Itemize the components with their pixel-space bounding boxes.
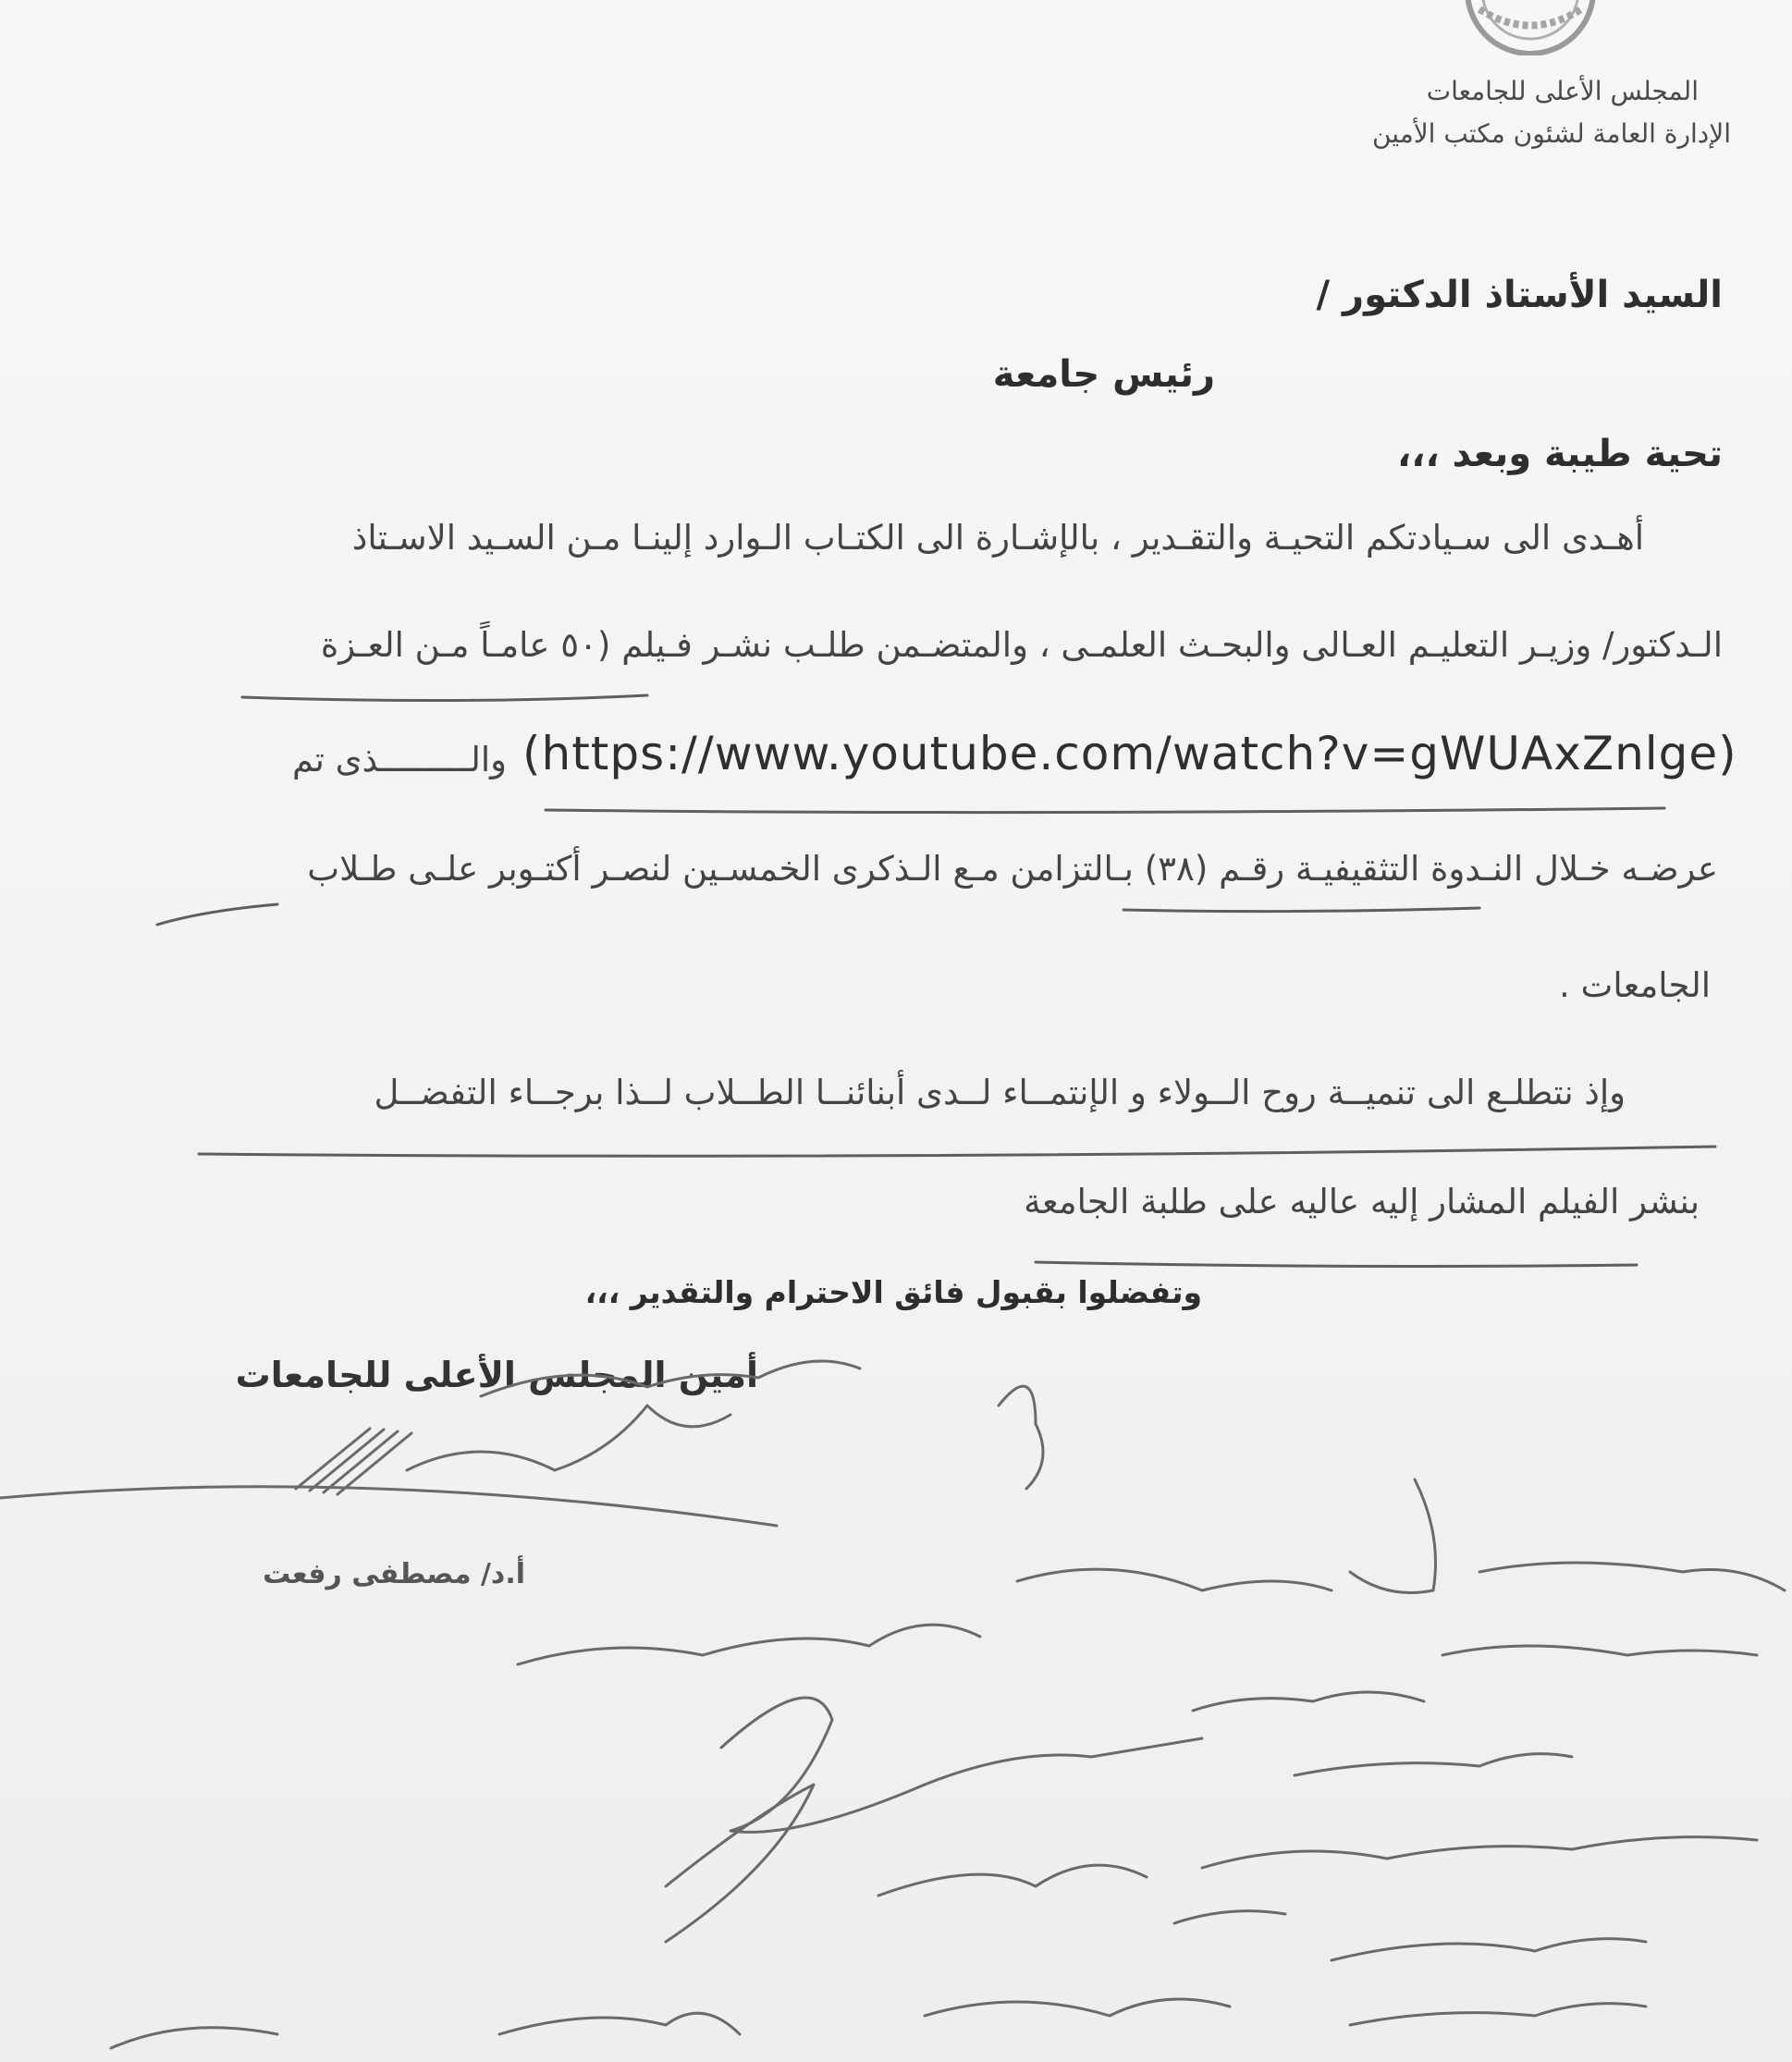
signer-title: أمين المجلس الأعلى للجامعات bbox=[235, 1355, 758, 1395]
greeting: تحية طيبة وبعد ،،، bbox=[1397, 433, 1723, 475]
bottom-note-2 bbox=[925, 1999, 1230, 2016]
underline-students bbox=[157, 904, 277, 925]
bottom-note-1 bbox=[499, 2013, 740, 2034]
closing: وتفضلوا بقبول فائق الاحترام والتقدير ،،، bbox=[584, 1274, 1202, 1310]
council-name: المجلس الأعلى للجامعات bbox=[1426, 76, 1699, 106]
video-link[interactable]: (https://www.youtube.com/watch?v=gWUAxZnlge) bbox=[522, 727, 1737, 780]
signature-hatch bbox=[296, 1429, 411, 1494]
body-line-4: عرضـه خـلال النـدوة التثقيفيـة رقـم (٣٨) بـالتزامن مـع الـذكرى الخمسـين لنصـر أكتـوبر علـى طـلاب bbox=[307, 849, 1718, 889]
signature-date-scribble bbox=[407, 1405, 730, 1470]
recipient: رئيس جامعة bbox=[992, 353, 1215, 396]
body-line-3: والـــــــــذى تم bbox=[291, 740, 507, 779]
margin-note-6 bbox=[1174, 1911, 1285, 1923]
handwriting-large-letter bbox=[1350, 1479, 1436, 1593]
big-signature-tail bbox=[666, 1785, 814, 1942]
department-name: الإدارة العامة لشئون مكتب الأمين bbox=[1371, 118, 1731, 149]
margin-note-4 bbox=[1295, 1754, 1572, 1775]
underline-loyalty bbox=[199, 1147, 1715, 1156]
signature-note-1 bbox=[481, 1361, 860, 1396]
margin-note-7 bbox=[1332, 1939, 1646, 1960]
body-line-1: أهـدى الى سـيادتكم التحيـة والتقـدير ، بالإشـارة الى الكتـاب الـوارد إلينـا مـن السـيد الاسـتاذ bbox=[351, 518, 1644, 558]
body-line-5: الجامعات . bbox=[1558, 965, 1711, 1005]
handwriting-line-2 bbox=[1017, 1569, 1332, 1590]
big-signature bbox=[721, 1698, 1202, 1832]
underline-publish bbox=[1036, 1262, 1637, 1266]
bottom-stamp-edge bbox=[111, 2028, 277, 2048]
addressee: السيد الأستاذ الدكتور / bbox=[1316, 274, 1723, 316]
body-line-6: وإذ نتطلـع الى تنميــة روح الــولاء و الإنتمــاء لــدى أبنائنــا الطــلاب لــذا برجــاء التفضــل bbox=[374, 1073, 1626, 1112]
margin-note-5 bbox=[1202, 1837, 1757, 1868]
underline-seminar bbox=[1123, 908, 1479, 912]
handwritten-date-1 bbox=[878, 1865, 1147, 1896]
underline-film-title bbox=[242, 695, 647, 701]
body-line-7: بنشر الفيلم المشار إليه عاليه على طلبة الجامعة bbox=[1024, 1182, 1700, 1221]
signature-line bbox=[0, 1487, 777, 1526]
margin-note-1 bbox=[1479, 1563, 1785, 1590]
margin-note-2 bbox=[1442, 1646, 1757, 1655]
underline-url bbox=[546, 808, 1664, 813]
margin-note-3 bbox=[1193, 1692, 1424, 1711]
annotation-stroke-1 bbox=[999, 1386, 1043, 1489]
body-line-2: الـدكتور/ وزيـر التعليـم العـالى والبحـث العلمـى ، والمتضـمن طلـب نشـر فـيلم (٥٠ عامـاً مـن العـزة bbox=[320, 625, 1723, 665]
bottom-note-3 bbox=[1350, 2004, 1646, 2025]
handwriting-line-3 bbox=[518, 1625, 980, 1664]
signer-name: أ.د/ مصطفى رفعت bbox=[263, 1558, 525, 1590]
